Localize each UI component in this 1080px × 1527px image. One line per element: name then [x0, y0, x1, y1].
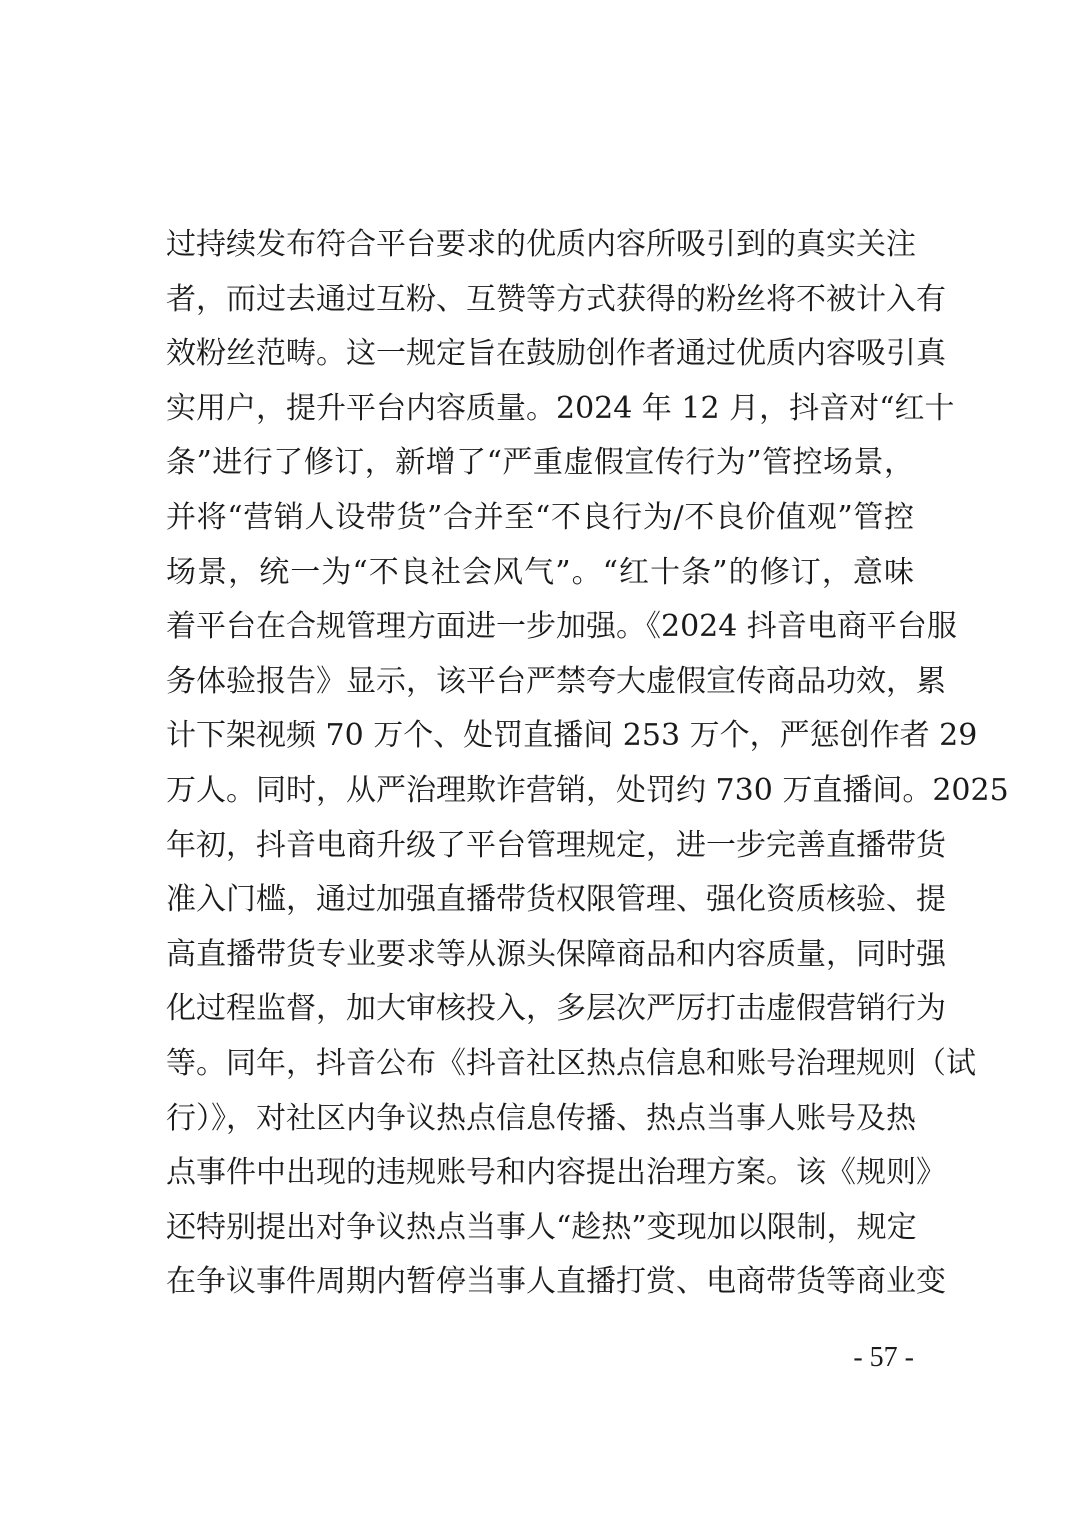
text-line: 着平台在合规管理方面进一步加强。《2024 抖音电商平台服 [166, 609, 957, 645]
text-line: 计下架视频 70 万个、处罚直播间 253 万个，严惩创作者 29 [166, 718, 978, 754]
page-number: - 57 - [853, 1342, 914, 1373]
text-line: 行）》，对社区内争议热点信息传播、热点当事人账号及热 [166, 1100, 916, 1136]
text-line: 并将“营销人设带货”合并至“不良行为/不良价值观”管控 [166, 499, 914, 535]
text-line: 效粉丝范畴。这一规定旨在鼓励创作者通过优质内容吸引真 [166, 336, 946, 372]
text-line: 务体验报告》显示，该平台严禁夸大虚假宣传商品功效，累 [166, 663, 946, 699]
text-line: 过持续发布符合平台要求的优质内容所吸引到的真实关注 [166, 227, 916, 262]
text-line: 年初，抖音电商升级了平台管理规定，进一步完善直播带货 [166, 827, 946, 863]
text-line: 条”进行了修订，新增了“严重虚假宣传行为”管控场景， [166, 445, 914, 481]
text-line: 等。同年，抖音公布《抖音社区热点信息和账号治理规则（试 [166, 1045, 976, 1081]
text-line: 还特别提出对争议热点当事人“趁热”变现加以限制，规定 [166, 1209, 917, 1245]
text-line: 场景，统一为“不良社会风气”。“红十条”的修订，意味 [166, 554, 914, 590]
text-line: 实用户，提升平台内容质量。2024 年 12 月，抖音对“红十 [166, 390, 955, 426]
text-line: 高直播带货专业要求等从源头保障商品和内容质量，同时强 [166, 936, 946, 972]
body-paragraph [166, 218, 1009, 1310]
text-line: 准入门槛，通过加强直播带货权限管理、强化资质核验、提 [166, 882, 946, 918]
text-line: 在争议事件周期内暂停当事人直播打赏、电商带货等商业变 [166, 1264, 946, 1300]
text-line: 万人。同时，从严治理欺诈营销，处罚约 730 万直播间。2025 [166, 772, 1009, 808]
text-line: 者，而过去通过互粉、互赞等方式获得的粉丝将不被计入有 [166, 281, 946, 317]
text-line: 点事件中出现的违规账号和内容提出治理方案。该《规则》 [166, 1155, 946, 1191]
text-line: 化过程监督，加大审核投入，多层次严厉打击虚假营销行为 [166, 991, 946, 1027]
